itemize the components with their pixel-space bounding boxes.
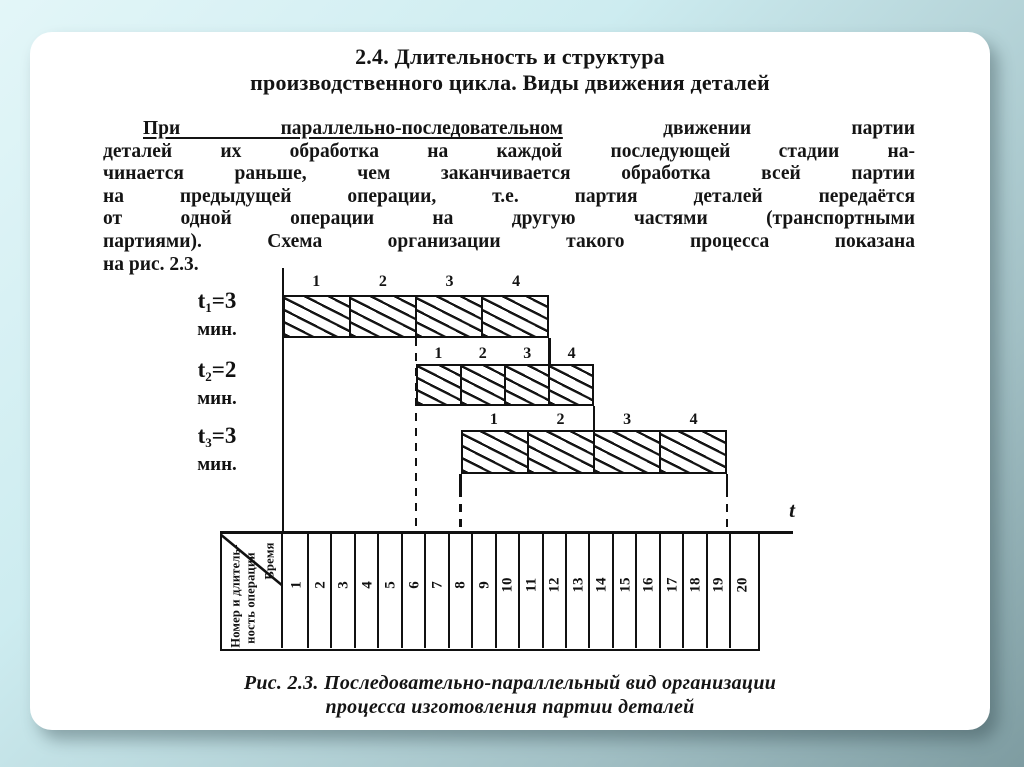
time-cell-number: 11 bbox=[523, 577, 540, 592]
lot-number-label: 1 bbox=[434, 345, 443, 362]
time-cell bbox=[708, 534, 731, 648]
paragraph-line: деталей их обработка на каждой последующей стадии на- bbox=[103, 140, 915, 162]
lot-number-label: 4 bbox=[567, 345, 576, 362]
hatched-lot-cell bbox=[506, 366, 550, 404]
hatched-lot-cell bbox=[418, 366, 462, 404]
time-cell-number: 14 bbox=[593, 577, 610, 592]
time-cell-number: 18 bbox=[687, 577, 704, 592]
paragraph-line: на рис. 2.3. bbox=[103, 253, 199, 275]
time-axis-label: t bbox=[789, 498, 795, 522]
slide-card bbox=[30, 32, 990, 730]
lot-number-label: 2 bbox=[556, 411, 565, 428]
guide-op2-end-tick bbox=[593, 406, 596, 430]
lot-number-label: 1 bbox=[312, 273, 321, 290]
time-cell-number: 20 bbox=[734, 577, 751, 592]
time-cell-number: 17 bbox=[664, 577, 681, 592]
time-cell bbox=[590, 534, 613, 648]
guide-op3-start-dashed bbox=[459, 489, 462, 531]
paragraph-line1-rest: движении партии bbox=[562, 118, 915, 139]
figure-caption bbox=[30, 672, 990, 719]
time-cell bbox=[450, 534, 473, 648]
time-cell-number: 3 bbox=[335, 580, 352, 589]
time-cell-number: 10 bbox=[499, 577, 516, 592]
guide-op3-end-tick bbox=[726, 474, 729, 489]
time-cell bbox=[520, 534, 543, 648]
time-cell-number: 2 bbox=[312, 580, 329, 589]
slide-title-line1: 2.4. Длительность и структура bbox=[355, 44, 665, 69]
time-cell-number: 16 bbox=[640, 577, 657, 592]
guide-op3-start-tick bbox=[459, 474, 462, 489]
corner-label-operation-line2: ность операции bbox=[243, 551, 258, 644]
corner-label-operation-line1: Номер и длитель- bbox=[228, 543, 243, 648]
time-cell bbox=[426, 534, 449, 648]
hatched-lot-cell bbox=[483, 297, 547, 336]
corner-label-time: Время bbox=[262, 541, 277, 580]
table-corner-header bbox=[220, 534, 283, 648]
lot-number-labels-op1 bbox=[283, 272, 549, 292]
hatched-lot-cell bbox=[285, 297, 351, 336]
hatched-lot-cell bbox=[463, 432, 529, 472]
hatched-lot-cell bbox=[351, 297, 417, 336]
lot-number-label: 4 bbox=[689, 411, 698, 428]
lot-number-label: 3 bbox=[445, 273, 454, 290]
operation-bar-op1 bbox=[283, 295, 549, 338]
operation-time-label-op2: $t_2=2$ мин. bbox=[197, 357, 237, 409]
operation-bar-op2 bbox=[416, 364, 594, 406]
time-cell bbox=[403, 534, 426, 648]
time-cell bbox=[497, 534, 520, 648]
operation-time-label-op1: $t_1=3$ мин. bbox=[197, 288, 237, 340]
time-cell bbox=[379, 534, 402, 648]
lot-number-label: 4 bbox=[512, 273, 521, 290]
time-cell-number: 13 bbox=[570, 577, 587, 592]
time-cell-number: 12 bbox=[546, 577, 563, 592]
time-cell bbox=[309, 534, 332, 648]
guide-op3-end-dashed bbox=[726, 489, 729, 531]
lot-number-label: 3 bbox=[523, 345, 532, 362]
lot-number-label: 2 bbox=[378, 273, 387, 290]
time-origin-axis-line bbox=[282, 268, 285, 534]
time-cell bbox=[286, 534, 309, 648]
time-cell bbox=[684, 534, 707, 648]
figure-caption-line2: процесса изготовления партии деталей bbox=[325, 695, 695, 718]
figure-caption-line1: Рис. 2.3. Последовательно-параллельный вид организации bbox=[243, 672, 777, 694]
operation-time-label-op3: $t_3=3$ мин. bbox=[197, 423, 237, 475]
time-cell-number: 1 bbox=[288, 580, 305, 589]
hatched-lot-cell bbox=[417, 297, 483, 336]
time-cell bbox=[567, 534, 590, 648]
time-cell-number: 8 bbox=[452, 580, 469, 589]
time-cell bbox=[356, 534, 379, 648]
lot-number-label: 1 bbox=[489, 411, 498, 428]
time-cell-number: 15 bbox=[617, 577, 634, 592]
time-cell-number: 4 bbox=[359, 580, 376, 589]
time-cell-number: 9 bbox=[476, 580, 493, 589]
hatched-lot-cell bbox=[661, 432, 725, 472]
time-cell bbox=[473, 534, 496, 648]
paragraph-line: от одной операции на другую частями (транспортными bbox=[103, 208, 915, 230]
figure bbox=[30, 32, 990, 730]
time-cell bbox=[544, 534, 567, 648]
time-cell-number: 6 bbox=[406, 580, 423, 589]
time-cell-number: 5 bbox=[382, 580, 399, 589]
time-cell bbox=[333, 534, 356, 648]
slide-title-line2: производственного цикла. Виды движения деталей bbox=[250, 70, 770, 95]
hatched-lot-cell bbox=[550, 366, 592, 404]
lot-number-labels-op2 bbox=[416, 344, 594, 364]
guide-op2-start-dashed bbox=[415, 338, 418, 531]
underlined-term: При параллельно-последовательном bbox=[143, 118, 563, 139]
paragraph-line: партиями). Схема организации такого процесса показана bbox=[103, 230, 915, 252]
lot-number-label: 3 bbox=[623, 411, 632, 428]
time-cell bbox=[637, 534, 660, 648]
guide-op1-end-tick bbox=[548, 338, 551, 364]
time-cell bbox=[661, 534, 684, 648]
operation-bar-op3 bbox=[461, 430, 727, 474]
paragraph-line: на предыдущей операции, т.е. партия деталей передаётся bbox=[103, 185, 915, 207]
time-cell-number: 7 bbox=[429, 580, 446, 589]
lot-number-label: 2 bbox=[478, 345, 487, 362]
paragraph-line: чинается раньше, чем заканчивается обработка всей партии bbox=[103, 163, 915, 185]
time-cell bbox=[731, 534, 754, 648]
hatched-lot-cell bbox=[595, 432, 661, 472]
hatched-lot-cell bbox=[529, 432, 595, 472]
time-cell-number: 19 bbox=[710, 577, 727, 592]
hatched-lot-cell bbox=[462, 366, 506, 404]
time-cell bbox=[614, 534, 637, 648]
